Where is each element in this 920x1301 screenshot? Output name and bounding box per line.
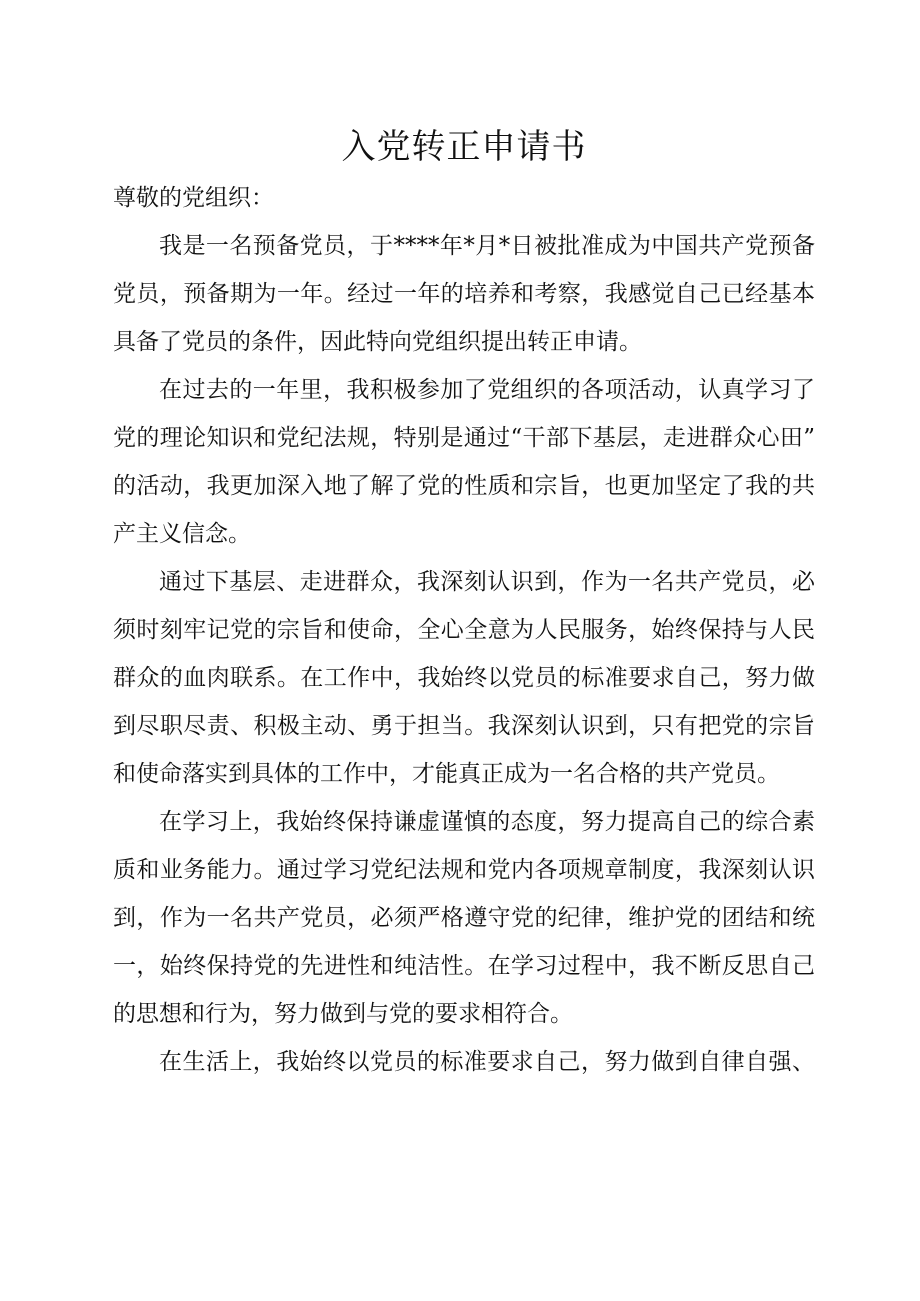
paragraph-line: 质和业务能力。通过学习党纪法规和党内各项规章制度，我深刻认识 <box>113 857 815 883</box>
salutation: 尊敬的党组织： <box>113 185 274 211</box>
paragraph-line: 党的理论知识和党纪法规，特别是通过“干部下基层，走进群众心田” <box>113 425 815 451</box>
paragraph-line: 的活动，我更加深入地了解了党的性质和宗旨，也更加坚定了我的共 <box>113 473 815 499</box>
paragraph-line: 产主义信念。 <box>113 521 251 547</box>
paragraph-line: 具备了党员的条件，因此特向党组织提出转正申请。 <box>113 329 642 355</box>
paragraph-line: 党员，预备期为一年。经过一年的培养和考察，我感觉自己已经基本 <box>113 281 815 307</box>
document-page <box>113 122 815 1086</box>
document-body <box>113 222 815 1086</box>
paragraph-line: 在学习上，我始终保持谦虚谨慎的态度，努力提高自己的综合素 <box>159 809 815 835</box>
paragraph-line: 通过下基层、走进群众，我深刻认识到，作为一名共产党员，必 <box>159 569 815 595</box>
paragraph <box>113 798 815 1038</box>
paragraph-line: 在生活上，我始终以党员的标准要求自己，努力做到自律自强、 <box>159 1049 815 1075</box>
paragraph <box>113 222 815 366</box>
paragraph-line: 的思想和行为，努力做到与党的要求相符合。 <box>113 1001 573 1027</box>
document-title: 入党转正申请书 <box>341 127 587 167</box>
paragraph-line: 一，始终保持党的先进性和纯洁性。在学习过程中，我不断反思自己 <box>113 953 815 979</box>
paragraph-line: 须时刻牢记党的宗旨和使命，全心全意为人民服务，始终保持与人民 <box>113 617 815 643</box>
paragraph-line: 群众的血肉联系。在工作中，我始终以党员的标准要求自己，努力做 <box>113 665 815 691</box>
paragraph-line: 和使命落实到具体的工作中，才能真正成为一名合格的共产党员。 <box>113 761 780 787</box>
paragraph-line: 我是一名预备党员，于****年*月*日被批准成为中国共产党预备 <box>159 233 815 259</box>
paragraph-line: 到，作为一名共产党员，必须严格遵守党的纪律，维护党的团结和统 <box>113 905 815 931</box>
paragraph <box>113 558 815 798</box>
paragraph-line: 到尽职尽责、积极主动、勇于担当。我深刻认识到，只有把党的宗旨 <box>113 713 815 739</box>
paragraph <box>113 366 815 558</box>
paragraph <box>113 1038 815 1086</box>
paragraph-line: 在过去的一年里，我积极参加了党组织的各项活动，认真学习了 <box>159 377 815 403</box>
